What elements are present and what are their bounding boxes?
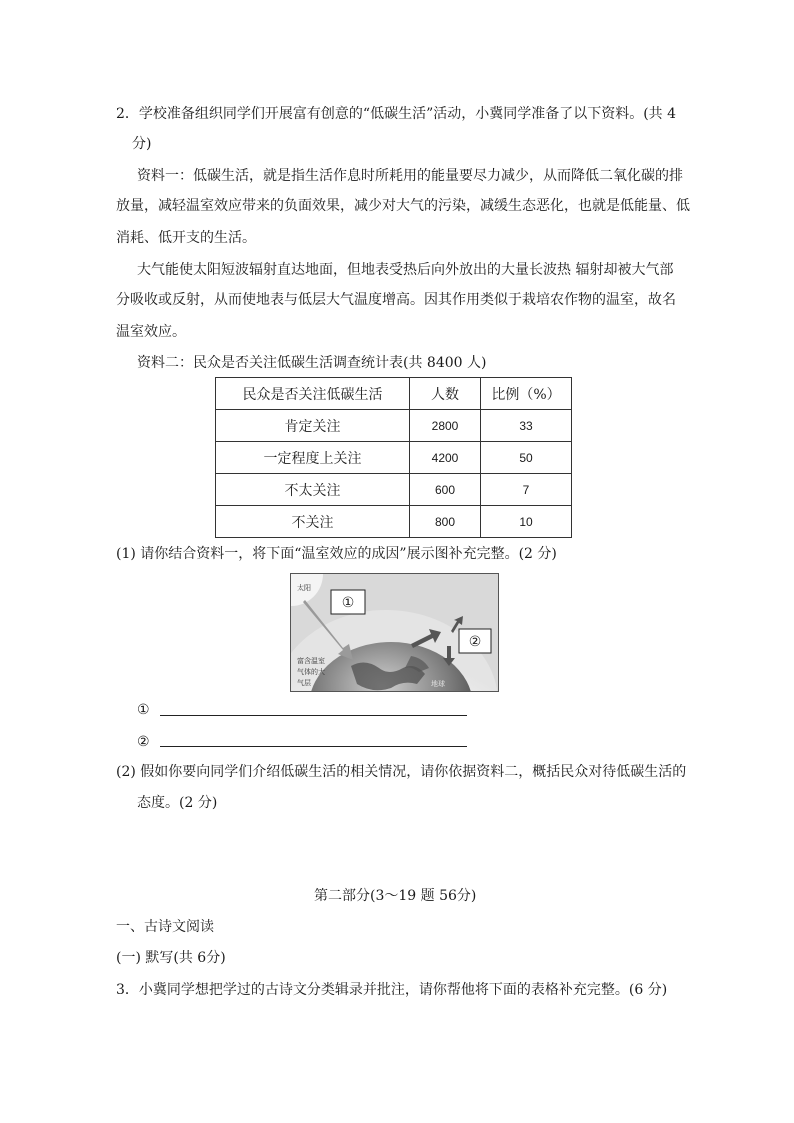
subquestion-2-cont: 态度。(2 分) bbox=[137, 795, 218, 811]
table-cell: 4200 bbox=[410, 442, 481, 474]
table-header: 人数 bbox=[410, 378, 481, 410]
material1-line4: 大气能使太阳短波辐射直达地面，但地表受热后向外放出的大量长波热 辐射却被大气部 bbox=[137, 262, 674, 278]
blank-marker-2: ② bbox=[137, 734, 150, 750]
table-cell: 7 bbox=[481, 474, 572, 506]
table-cell: 33 bbox=[481, 410, 572, 442]
table-cell: 肯定关注 bbox=[216, 410, 410, 442]
box1-label: ① bbox=[341, 595, 355, 611]
table-header-row bbox=[216, 378, 572, 410]
material1-line2: 放量，减轻温室效应带来的负面效果，减少对大气的污染，减缓生态恶化，也就是低能量、低 bbox=[116, 198, 690, 214]
blank-marker-1: ① bbox=[137, 702, 150, 718]
table-cell: 不太关注 bbox=[216, 474, 410, 506]
subsection-heading: (一) 默写(共 6分) bbox=[116, 950, 226, 966]
table-cell: 600 bbox=[410, 474, 481, 506]
table-header: 比例（%） bbox=[481, 378, 572, 410]
material1-line6: 温室效应。 bbox=[116, 324, 186, 340]
subquestion-2: (2) 假如你要向同学们介绍低碳生活的相关情况，请你依据资料二，概括民众对待低碳生活的 bbox=[116, 764, 687, 780]
material1-line5: 分吸收或反射，从而使地表与低层大气温度增高。因其作用类似于栽培农作物的温室，故名 bbox=[116, 292, 676, 308]
q2-stem-cont: 分) bbox=[132, 136, 152, 152]
table-header: 民众是否关注低碳生活 bbox=[216, 378, 410, 410]
table-cell: 800 bbox=[410, 506, 481, 538]
table-cell: 10 bbox=[481, 506, 572, 538]
material2-title: 资料二：民众是否关注低碳生活调查统计表(共 8400 人) bbox=[137, 355, 487, 371]
material1-line3: 消耗、低开支的生活。 bbox=[116, 230, 256, 246]
answer-line-1[interactable] bbox=[160, 715, 467, 716]
table-cell: 2800 bbox=[410, 410, 481, 442]
atmosphere-label-2: 气体的大 bbox=[297, 668, 325, 676]
atmosphere-label-3: 气层 bbox=[297, 679, 311, 687]
earth-label: 地球 bbox=[431, 680, 445, 688]
table-row bbox=[216, 442, 572, 474]
question-3: 3．小冀同学想把学过的古诗文分类辑录并批注，请你帮他将下面的表格补充完整。(6 分) bbox=[116, 982, 668, 998]
section-heading: 一、古诗文阅读 bbox=[116, 919, 214, 935]
part-title: 第二部分(3～19 题 56分) bbox=[314, 888, 477, 904]
survey-table bbox=[215, 377, 572, 538]
table-row bbox=[216, 506, 572, 538]
answer-line-2[interactable] bbox=[160, 746, 467, 747]
q2-stem: 2．学校准备组织同学们开展富有创意的“低碳生活”活动，小冀同学准备了以下资料。(共 4 bbox=[116, 106, 677, 122]
box2-label: ② bbox=[468, 634, 482, 650]
table-cell: 一定程度上关注 bbox=[216, 442, 410, 474]
greenhouse-diagram bbox=[291, 574, 498, 691]
table-cell: 50 bbox=[481, 442, 572, 474]
atmosphere-label-1: 富含温室 bbox=[297, 657, 325, 665]
subquestion-1: (1) 请你结合资料一，将下面“温室效应的成因”展示图补充完整。(2 分) bbox=[116, 546, 557, 562]
sun-label: 太阳 bbox=[297, 584, 311, 592]
material1-line1: 资料一：低碳生活，就是指生活作息时所耗用的能量要尽力减少，从而降低二氧化碳的排 bbox=[137, 168, 683, 184]
greenhouse-figure bbox=[290, 573, 499, 692]
table-row bbox=[216, 474, 572, 506]
table-row bbox=[216, 410, 572, 442]
table-cell: 不关注 bbox=[216, 506, 410, 538]
